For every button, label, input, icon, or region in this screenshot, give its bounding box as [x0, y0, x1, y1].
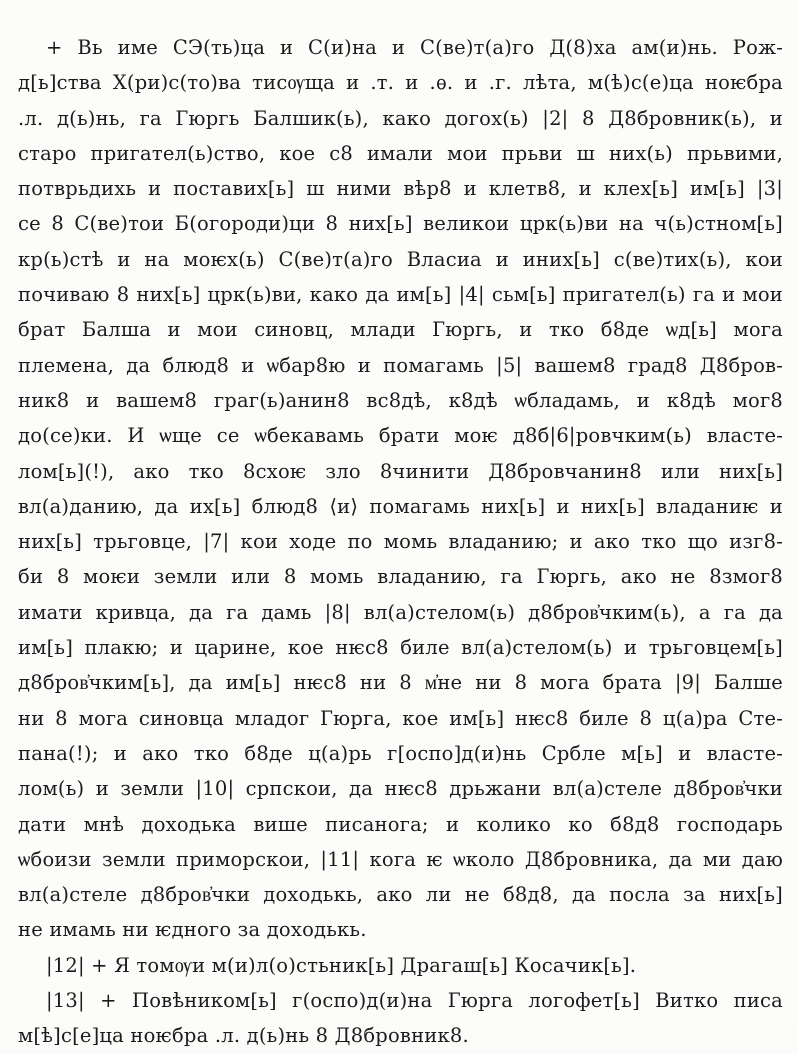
text-line-17: имати кривца, да га дамь |8| вл(а)стелом(ь) д8бров҆чким(ь), а га да: [18, 600, 783, 624]
text-line-3: .л. д(ь)нь, га Гюргь Балшик(ь), како догох(ь) |2| 8 Д8бровник(ь), и: [18, 106, 783, 130]
text-line-28: |13| + Повѣником[ь] г(оспо)д(и)на Гюрга логофет[ь] Витко писа: [46, 989, 783, 1013]
text-line-5: потврьдихь и поставих[ь] ш ними вѣр8 и клетв8, и клех[ь] им[ь] |3|: [18, 177, 783, 201]
text-line-22: лом(ь) и земли |10| српскои, да нѥс8 дрьжани вл(а)стеле д8бров҆чки: [18, 777, 783, 801]
text-line-10: племена, да блюд8 и ѡбар8ю и помагамь |5| вашем8 град8 Д8бров-: [18, 353, 783, 377]
text-line-18: им[ь] плакю; и царине, кое нѥс8 биле вл(а)стелом(ь) и трьговцем[ь]: [18, 636, 783, 660]
text-line-4: старо пригател(ь)ство, кое с8 имали мои прьви ш них(ь) прьвими,: [18, 141, 783, 165]
text-line-14: вл(а)данию, да их[ь] блюд8 ⟨и⟩ помагамь них[ь] и них[ь] владаниѥ и: [18, 494, 783, 518]
text-line-21: пана(!); и ако тко б8де ц(а)рь г[оспо]д(и)нь Србле м[ь] и власте-: [18, 741, 783, 765]
text-line-2: д[ь]ства Х(ри)с(то)ва тисѹща и .т. и .ѳ. и .г. лѣта, м(ѣ)с(е)ца ноѥбра: [18, 71, 783, 95]
text-line-20: ни 8 мога синовца младог Гюрга, кое им[ь] нѥс8 биле 8 ц(а)ра Сте-: [18, 706, 783, 730]
text-line-23: дати мнѣ доходька више писанога; и колико ко б8д8 господарь: [18, 812, 783, 836]
text-line-19: д8бров҆чким[ь], да им[ь] нѥс8 ни 8 м҆не ни 8 мога брата |9| Балше: [18, 671, 783, 695]
text-line-13: лом[ь](!), ако тко 8схоѥ зло 8чинити Д8бровчанин8 или них[ь]: [18, 459, 783, 483]
text-line-1: + Вь име СЭ(ть)ца и С(и)на и С(ве)т(а)го Д(8)ха ам(и)нь. Рож-: [46, 36, 783, 59]
text-line-29: м[ѣ]с[е]ца ноѥбра .л. д(ь)нь 8 Д8бровник8.: [18, 1024, 469, 1048]
text-line-24: ѡбоизи земли приморскои, |11| кога ѥ ѡколо Д8бровника, да ми даю: [18, 847, 783, 871]
text-line-8: почиваю 8 них[ь] црк(ь)ви, како да им[ь] |4| сьм[ь] пригател(ь) га и мои: [18, 283, 783, 307]
text-line-25: вл(а)стеле д8бров҆чки доходькь, ако ли не б8д8, да посла за них[ь]: [18, 883, 783, 907]
text-line-26: не имамь ни ѥдного за доходькь.: [18, 918, 367, 942]
text-line-12: до(се)ки. И ѡще се ѡбекавамь брати моѥ д8б|6|ровчким(ь) власте-: [18, 424, 783, 448]
text-line-15: них[ь] трьговце, |7| кои ходе по момь владанию; и ако тко що изг8-: [18, 530, 783, 554]
text-line-16: би 8 моѥи земли или 8 момь владанию, га Гюргь, ако не 8змог8: [18, 565, 783, 589]
text-line-27: |12| + Я томѹи м(и)л(о)стьник[ь] Драгаш[ь] Косачик[ь].: [46, 953, 637, 977]
document-text: [18, 30, 783, 1054]
text-line-11: ник8 и вашем8 граг(ь)анин8 вс8дѣ, к8дѣ ѡбладамь, и к8дѣ мог8: [18, 388, 783, 412]
text-line-6: се 8 С(ве)тои Б(огороди)ци 8 них[ь] великои црк(ь)ви на ч(ь)стном[ь]: [18, 212, 783, 236]
text-line-7: кр(ь)стѣ и на моѥх(ь) С(ве)т(а)го Власиа и иних[ь] с(ве)тих(ь), кои: [18, 247, 783, 271]
text-line-9: брат Балша и мои синовц, млади Гюргь, и тко б8де ѡд[ь] мога: [18, 318, 783, 342]
